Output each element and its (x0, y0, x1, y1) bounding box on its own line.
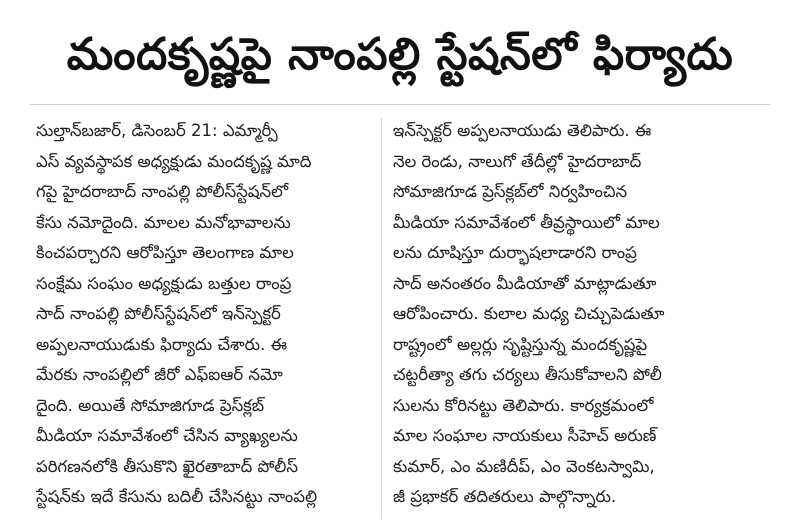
article-line: దైంది. అయితే సోమాజిగూడ ప్రెస్‌క్లబ్ (36, 395, 265, 415)
headline: మందకృష్ణపై నాంపల్లి స్టేషన్‌లో ఫిర్యాదు (66, 29, 734, 80)
article-column-right (393, 116, 729, 513)
article-line: ఇన్‌స్పెక్టర్ అప్పలనాయుడు తెలిపారు. ఈ (393, 121, 652, 140)
article-line: సాద్ అనంతరం మీడియాతో మాట్లాడుతూ (393, 273, 657, 293)
article-line: కించపర్చారని ఆరోపిస్తూ తెలంగాణ మాల (36, 243, 294, 262)
article-line: గపై హైదరాబాద్ నాంపల్లి పోలీస్‌స్టేషన్‌లో (36, 182, 289, 201)
article-line: సులను కోరినట్టు తెలిపారు. కార్యక్రమంలో (393, 395, 654, 415)
article-line: స్టేషన్‌కు ఇదే కేసును బదిలీ చేసినట్టు నాంపల్లి (36, 487, 318, 506)
article-line: జీ ప్రభాకర్ తదితరులు పాల్గొన్నారు. (393, 487, 617, 506)
article-line: రాష్ట్రంలో అల్లర్లు సృష్టిస్తున్న మందకృష్ణపై (393, 334, 648, 354)
article-line: మీడియా సమావేశంలో చేసిన వ్యాఖ్యలను (36, 426, 298, 445)
article-line: పరిగణనలోకి తీసుకొని ఖైరతాబాద్ పోలీస్ (36, 456, 298, 476)
column-divider (381, 118, 382, 518)
article-line: సోమాజిగూడ ప్రెస్‌క్లబ్‌లో నిర్వహించిన (393, 182, 628, 201)
article-column-left (36, 116, 376, 513)
article-line: కేసు నమోదైంది. మాలల మనోభావాలను (36, 212, 291, 232)
article-line: సుల్తాన్‌బజార్, డిసెంబర్ 21: ఎమ్మార్పీ (36, 121, 278, 140)
headline-rule (30, 104, 770, 105)
article-line: చట్టరీత్యా తగు చర్యలు తీసుకోవాలని పోలీ (393, 365, 662, 384)
article-line: ఆరోపించారు. కులాల మధ్య చిచ్చుపెడుతూ (393, 304, 665, 323)
article-line: లను దూషిస్తూ దుర్భాషలాడారని రాంప్ర (393, 243, 637, 262)
article-line: కుమార్, ఎం మణిదీప్, ఎం వెంకటస్వామి, (393, 456, 655, 476)
article-line: అప్పలనాయుడుకు ఫిర్యాదు చేశారు. ఈ (36, 334, 287, 354)
article-line: మీడియా సమావేశంలో తీవ్రస్థాయిలో మాల (393, 212, 660, 232)
article-line: సంక్షేమ సంఘం అధ్యక్షుడు బత్తుల రాంప్ర (36, 273, 292, 293)
article-line: మేరకు నాంపల్లిలో జీరో ఎఫ్ఐఆర్ నమో (36, 365, 283, 384)
article-line: మాల సంఘాల నాయకులు సీహెచ్ అరుణ్ (393, 426, 657, 445)
article-line: నెల రెండు, నాలుగో తేదీల్లో హైదరాబాద్ (393, 151, 642, 171)
article-line: సాద్ నాంపల్లి పోలీస్‌స్టేషన్‌లో ఇన్‌స్పెక్టర్ (36, 304, 281, 323)
article-line: ఎస్ వ్యవస్థాపక అధ్యక్షుడు మందకృష్ణ మాది (36, 151, 312, 171)
